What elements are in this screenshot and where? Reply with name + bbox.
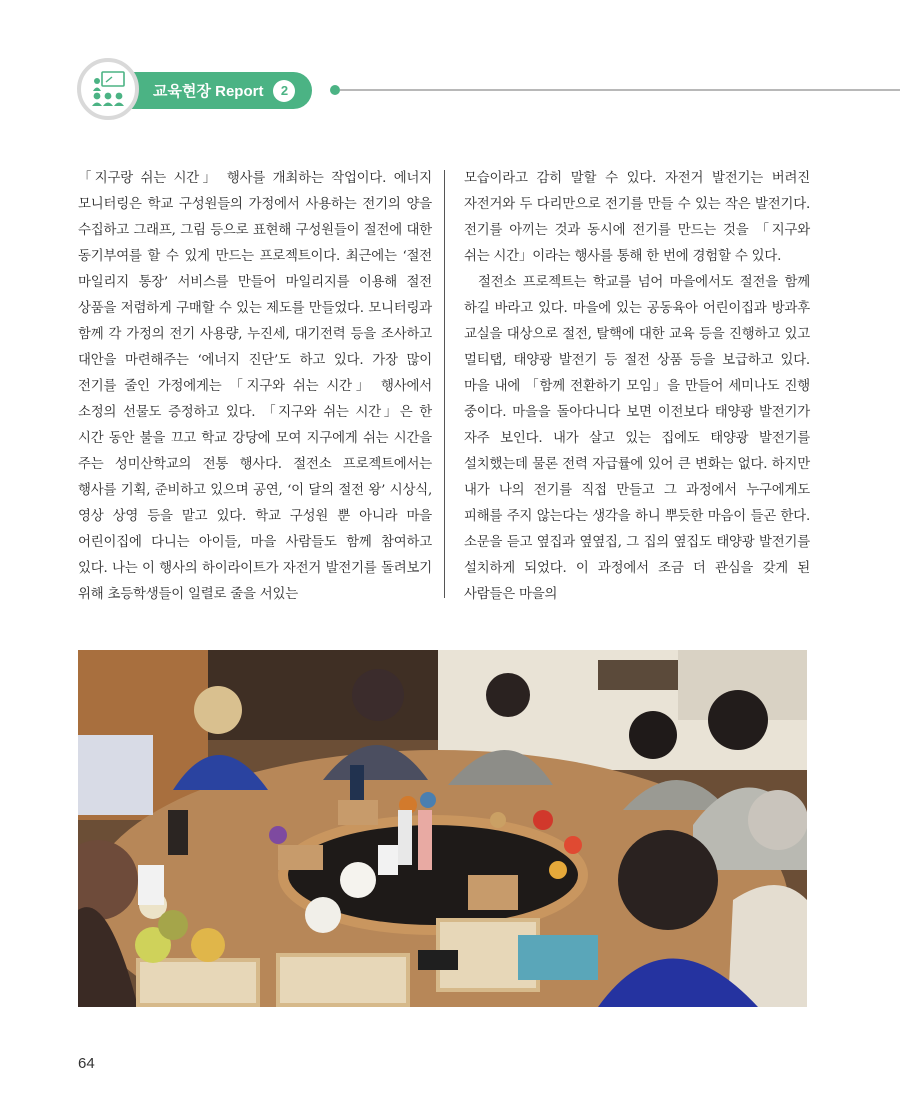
weaving-workshop-photo <box>78 650 807 1007</box>
article-paragraph: 「지구랑 쉬는 시간」 행사를 개최하는 작업이다. 에너지 모니터링은 학교 구성원들의 가정에서 사용하는 전기의 양을 수집하고 그래프, 그림 등으로 표현해 구성원들이 절전에 대한 동기부여를 할 수 있게 만드는 프로젝트이다. 최근에는 ‘절전 마일리지 통장’ 서비스를 만들어 마일리지를 이용해 절전 상품을 저렴하게 구매할 수 있는 제도를 만들었다. 모니터링과 함께 각 가정의 전기 사용량, 누진세, 대기전력 등을 조사하고 대안을 마련해주는 ‘에너지 진단’도 하고 있다. 가장 많이 전기를 줄인 가정에게는 「지구와 쉬는 시간」 행사에서 소정의 선물도 증정하고 있다. 「지구와 쉬는 시간」은 한 시간 동안 불을 끄고 학교 강당에 모여 지구에게 쉬는 시간을 주는 성미산학교의 전통 행사다. 절전소 프로젝트에서는 행사를 기획, 준비하고 있으며 공연, ‘이 달의 절전 왕’ 시상식, 영상 상영 등을 맡고 있다. 학교 구성원 뿐 아니라 마을 어린이집에 다니는 아이들, 마을 사람들도 함께 참여하고 있다. 나는 이 행사의 하이라이트가 자전거 발전기를 돌려보기 위해 초등학생들이 일렬로 줄을 서있는 <box>78 171 432 602</box>
article-paragraph: 모습이라고 감히 말할 수 있다. 자전거 발전기는 버려진 자전거와 두 다리만으로 전기를 만들 수 있는 작은 발전기다. 전기를 아끼는 것과 동시에 전기를 만드는 것을 「지구와 쉬는 시간」이라는 행사를 통해 한 번에 경험할 수 있다. <box>464 171 810 264</box>
section-title: 교육현장 Report <box>153 83 264 100</box>
column-divider <box>444 170 445 598</box>
section-number-badge: 2 <box>273 80 295 102</box>
header-rule <box>340 89 900 91</box>
header-rule-dot <box>330 85 340 95</box>
article-column-left <box>78 166 432 608</box>
section-title-pill <box>125 72 312 109</box>
article-paragraph: 절전소 프로젝트는 학교를 넘어 마을에서도 절전을 함께 하길 바라고 있다. 마을에 있는 공동육아 어린이집과 방과후 교실을 대상으로 절전, 탈핵에 대한 교육 등을 진행하고 있고 멀티탭, 태양광 발전기 등 절전 상품 등을 보급하고 있다. 마을 내에 「함께 전환하기 모임」을 만들어 세미나도 진행 중이다. 마을을 돌아다니다 보면 이전보다 태양광 발전기가 자주 보인다. 내가 살고 있는 집에도 태양광 발전기를 설치했는데 물론 전력 자급률에 있어 큰 변화는 없다. 하지만 내가 나의 전기를 직접 만들고 그 과정에서 누구에게도 피해를 주지 않는다는 생각을 하니 뿌듯한 마음이 들곤 한다. 소문을 듣고 옆집과 옆옆집, 그 집의 옆집도 태양광 발전기를 설치하게 되었다. 이 과정에서 조금 더 관심을 갖게 된 사람들은 마을의 <box>464 275 810 602</box>
teacher-presentation-icon <box>88 69 128 109</box>
page-number: 64 <box>78 1055 95 1072</box>
section-icon-badge <box>77 58 139 120</box>
article-column-right <box>464 166 810 608</box>
